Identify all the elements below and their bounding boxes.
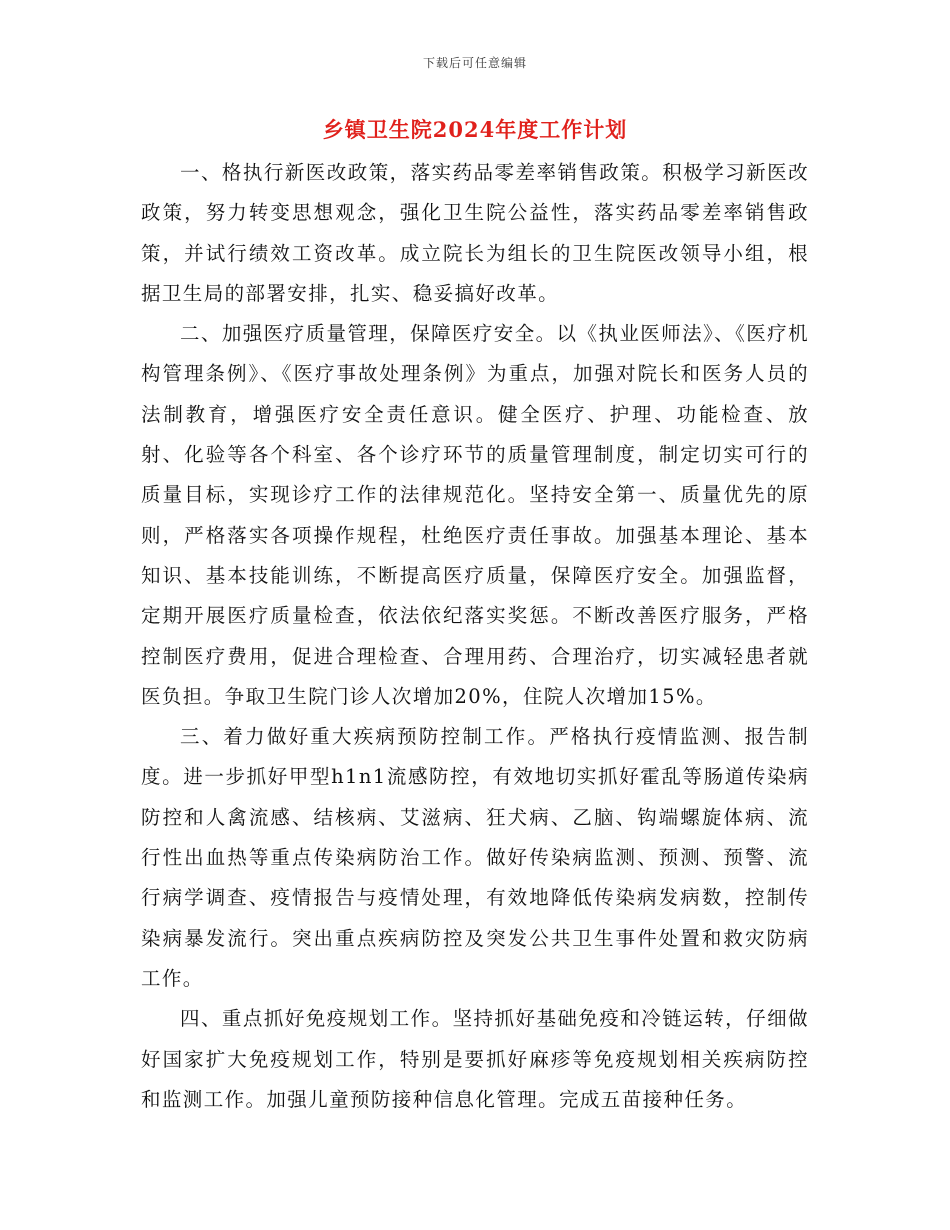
page-header-note: 下载后可任意编辑 [422,56,527,70]
paragraph-3: 三、着力做好重大疾病预防控制工作。严格执行疫情监测、报告制度。进一步抓好甲型h1n1流感防控，有效地切实抓好霍乱等肠道传染病防控和人禽流感、结核病、艾滋病、狂犬病、乙脑、钩端螺旋体病、流行性出血热等重点传染病防治工作。做好传染病监测、预测、预警、流行病学调查、疫情报告与疫情处理，有效地降低传染病发病数，控制传染病暴发流行。突出重点疾病防控及突发公共卫生事件处置和救灾防病工作。 [141,725,809,990]
paragraph-1: 一、格执行新医改政策，落实药品零差率销售政策。积极学习新医改政策，努力转变思想观念，强化卫生院公益性，落实药品零差率销售政策，并试行绩效工资改革。成立院长为组长的卫生院医改领导小组，根据卫生局的部署安排，扎实、稳妥搞好改革。 [141,161,809,305]
paragraph-4: 四、重点抓好免疫规划工作。坚持抓好基础免疫和冷链运转，仔细做好国家扩大免疫规划工作，特别是要抓好麻疹等免疫规划相关疾病防控和监测工作。加强儿童预防接种信息化管理。完成五苗接种任务。 [141,1007,809,1111]
document-body [141,153,809,1120]
document-title: 乡镇卫生院2024年度工作计划 [322,117,628,142]
paragraph-2: 二、加强医疗质量管理，保障医疗安全。以《执业医师法》、《医疗机构管理条例》、《医疗事故处理条例》为重点，加强对院长和医务人员的法制教育，增强医疗安全责任意识。健全医疗、护理、功能检查、放射、化验等各个科室、各个诊疗环节的质量管理制度，制定切实可行的质量目标，实现诊疗工作的法律规范化。坚持安全第一、质量优先的原则，严格落实各项操作规程，杜绝医疗责任事故。加强基本理论、基本知识、基本技能训练，不断提高医疗质量，保障医疗安全。加强监督，定期开展医疗质量检查，依法依纪落实奖惩。不断改善医疗服务，严格控制医疗费用，促进合理检查、合理用药、合理治疗，切实减轻患者就医负担。争取卫生院门诊人次增加20%，住院人次增加15%。 [141,322,809,708]
